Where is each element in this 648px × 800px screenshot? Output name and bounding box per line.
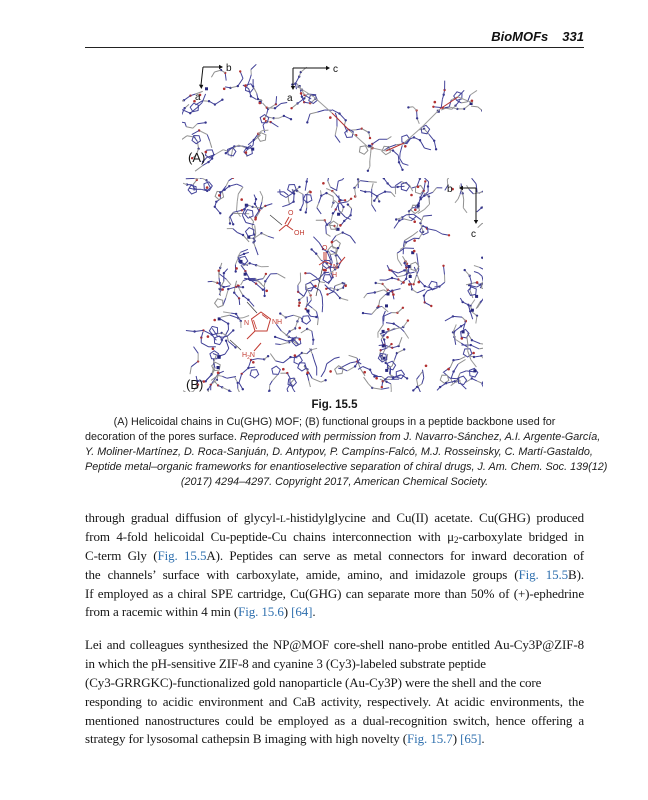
text-segment: Lei and colleagues synthesized the NP@MOF core-shell nano-probe entitled Au-Cy3P@ZIF-8 [85, 637, 584, 652]
text-line [85, 712, 584, 731]
text-segment: from 4-fold helicoidal Cu-peptide-Cu chains interconnection with μ [85, 528, 454, 544]
text-line [85, 636, 584, 655]
text-segment: ) [283, 604, 292, 620]
text-line [85, 415, 584, 430]
axis-label-c2: c [471, 229, 476, 240]
text-segment: -carboxylate bridged in [458, 528, 584, 544]
text-segment: in which the pH-sensitive ZIF-8 and cyanine 3 (Cy3)-labeled substrate peptide [85, 655, 486, 671]
panel-b-label: (B) [186, 377, 204, 392]
axis-label-a: a [195, 92, 201, 103]
page-number: 331 [562, 29, 584, 44]
panel-a-label: (A) [188, 150, 206, 165]
carboxyl-o-label: O [288, 210, 294, 217]
figure-caption [85, 415, 608, 490]
imidazole-nh-label: NH [272, 319, 283, 326]
text-segment: If employed as a chiral SPE cartridge, Cu(GHG) can separate more than 50% of (+)-ephedrine [85, 585, 584, 601]
text-segment: through gradual diffusion of glycyl- [85, 510, 281, 525]
text-segment: A). Peptides can serve as metal connectors for inward decoration of [206, 547, 584, 563]
panel-b-art [183, 178, 483, 392]
figure-reference-link[interactable]: Fig. 15.5 [157, 547, 207, 563]
text-segment: decoration of the pores surface. [85, 431, 240, 443]
amine-annotation [230, 340, 261, 361]
amide-n-label: N [333, 264, 339, 271]
body-paragraph-1 [85, 509, 584, 622]
text-line [85, 547, 584, 566]
text-segment: strategy for lysosomal cathepsin B imaging with high novelty ( [85, 731, 407, 747]
text-segment: 2 [453, 534, 459, 545]
axis-label-c: c [333, 64, 338, 75]
text-segment: (A) Helicoidal chains in Cu(GHG) MOF; (B) functional groups in a peptide backbone used for [113, 416, 556, 428]
amide-o-label: O [322, 245, 328, 252]
figure-caption-title: Fig. 15.5 [311, 399, 358, 411]
text-segment: mentioned nanostructures could be employed as a dual-recognition switch, hence offering a [85, 712, 584, 728]
imidazole-annotation [244, 302, 282, 339]
text-line [85, 693, 584, 712]
text-segment: the channels’ surface with carboxylate, amide, amino, and imidazole groups ( [85, 566, 519, 582]
text-segment: . [481, 731, 485, 747]
axis-label-b: b [226, 63, 232, 74]
running-header-title: BioMOFs [491, 29, 549, 44]
text-segment: ) [452, 731, 461, 747]
text-line [85, 585, 584, 604]
text-line [85, 475, 584, 490]
text-segment: (2017) 4294–4297. Copyright 2017, American Chemical Society. [180, 476, 489, 488]
text-segment: . [312, 604, 316, 620]
panel-a-figure [182, 53, 482, 173]
figure-reference-link[interactable]: Fig. 15.6 [238, 604, 284, 620]
text-line [85, 460, 608, 475]
figure-reference-link[interactable]: [65] [460, 731, 482, 747]
text-line [85, 603, 584, 622]
panel-b-annotations [230, 210, 345, 361]
text-line [85, 566, 584, 585]
text-line [85, 730, 584, 749]
axis-label-b2: b [447, 184, 453, 195]
text-line [85, 509, 584, 528]
text-line [85, 674, 584, 693]
text-segment: responding to acidic environment and CaB activity, respectively. At acidic environments, the [85, 693, 584, 709]
axis-label-a2: a [287, 93, 293, 104]
figure-reference-link[interactable]: [64] [291, 604, 313, 620]
text-segment: (Cy3-GRRGKC)-functionalized gold nanoparticle (Au-Cy3P) were the shell and the core [85, 674, 542, 690]
text-segment: from a racemic within 4 min ( [85, 604, 239, 620]
text-line [85, 528, 584, 547]
text-line [85, 655, 584, 674]
running-header [491, 29, 584, 44]
text-segment: C-term Gly ( [85, 547, 158, 563]
carboxyl-annotation [270, 210, 305, 237]
amine-label: $H_2N$ [242, 352, 255, 361]
text-segment: -histidylglycine and Cu(II) acetate. Cu(GHG) produced [285, 510, 584, 525]
text-line [85, 445, 593, 460]
text-segment: Reproduced with permission from J. Navarro-Sánchez, A.I. Argente-García, [239, 431, 601, 443]
body-paragraph-2 [85, 636, 584, 749]
text-segment: Peptide metal–organic frameworks for enantioselective separation of chiral drugs, J. Am. Chem. Soc. 139(12) [85, 461, 608, 473]
text-segment: B). [568, 566, 584, 582]
figure-reference-link[interactable]: Fig. 15.5 [518, 566, 569, 582]
axis-indicator-left [195, 63, 232, 103]
carboxyl-oh-label: OH [294, 230, 305, 237]
text-line [85, 430, 601, 445]
header-rule [85, 47, 584, 48]
imidazole-n-label: N [244, 320, 250, 327]
figure-reference-link[interactable]: Fig. 15.7 [407, 731, 453, 747]
amide-h-label: H [332, 272, 338, 279]
panel-b-figure [183, 178, 483, 392]
text-segment: Y. Moliner-Martínez, D. Roca-Sanjuán, D. Antypov, P. Campíns-Falcó, M.J. Rosseinsky, C. Martí-Gastaldo, [85, 446, 593, 458]
text-segment: L [280, 515, 286, 525]
panel-a-art [182, 64, 482, 172]
